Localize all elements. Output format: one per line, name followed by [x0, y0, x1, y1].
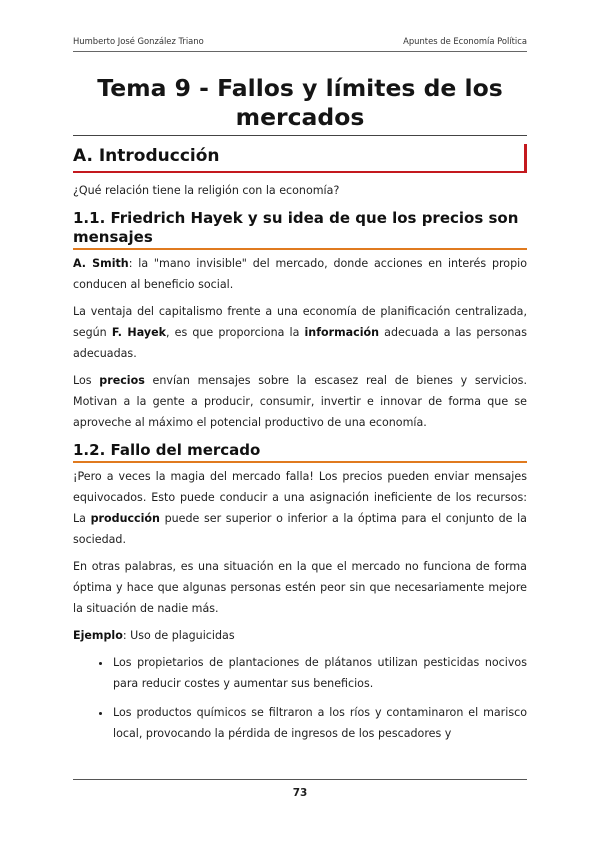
bold-term: A. Smith	[73, 257, 129, 270]
page-number: 73	[292, 787, 308, 799]
example-line	[73, 625, 527, 646]
paragraph-precios	[73, 370, 527, 433]
document-body	[73, 180, 527, 752]
bold-term: Ejemplo	[73, 629, 123, 642]
paragraph-text: : Uso de plaguicidas	[122, 629, 235, 642]
subsection-heading-hayek: 1.1. Friedrich Hayek y su idea de que los precios son mensajes	[73, 209, 527, 250]
list-item: • Los propietarios de plantaciones de plátanos utilizan pesticidas nocivos para reducir costes y aumentar sus beneficios.	[111, 652, 527, 694]
paragraph-text: : la "mano invisible" del mercado, donde acciones en interés propio conducen al beneficio social.	[73, 257, 528, 291]
paragraph-text: Los	[73, 374, 100, 387]
chapter-title: Tema 9 - Fallos y límites de los mercados	[73, 74, 527, 136]
bold-term: producción	[90, 512, 160, 525]
section-heading-introduccion: A. Introducción	[73, 144, 527, 173]
paragraph-text: adecuada a las personas adecuadas.	[73, 326, 527, 360]
list-item: • Los productos químicos se filtraron a los ríos y contaminaron el marisco local, provocando la pérdida de ingresos de los pescadores y	[111, 702, 527, 744]
bold-term: precios	[99, 374, 145, 387]
header-course: Apuntes de Economía Política	[403, 36, 527, 46]
paragraph-smith	[73, 253, 527, 295]
paragraph-text: , es que proporciona la	[165, 326, 305, 339]
paragraph-text: ¡Pero a veces la magia del mercado falla! Los precios pueden enviar mensajes equivocados. Esto puede conducir a una asignación ineficiente de los recursos: La	[73, 470, 527, 525]
paragraph-text: La ventaja del capitalismo frente a una economía de planificación centralizada, según	[73, 305, 527, 339]
subsection-heading-fallo: 1.2. Fallo del mercado	[73, 441, 527, 463]
paragraph-hayek	[73, 301, 527, 364]
paragraph-text: envían mensajes sobre la escasez real de bienes y servicios. Motivan a la gente a producir, consumir, invertir e innovar de forma que se aproveche al máximo el potencial productivo de una economía.	[73, 374, 527, 429]
paragraph-magia	[73, 466, 527, 550]
bold-term: información	[304, 326, 380, 339]
paragraph-otras-palabras: En otras palabras, es una situación en la que el mercado no funciona de forma óptima y hace que algunas personas estén peor sin que necesariamente mejore la situación de nadie más.	[73, 560, 527, 615]
header-author: Humberto José González Triano	[73, 36, 204, 46]
example-list	[73, 652, 527, 744]
page-footer	[73, 779, 527, 799]
paragraph-text: puede ser superior o inferior a la óptima para el conjunto de la sociedad.	[73, 512, 527, 546]
page-header	[73, 36, 527, 52]
intro-question: ¿Qué relación tiene la religión con la economía?	[73, 184, 340, 197]
bold-term: F. Hayek	[111, 326, 166, 339]
